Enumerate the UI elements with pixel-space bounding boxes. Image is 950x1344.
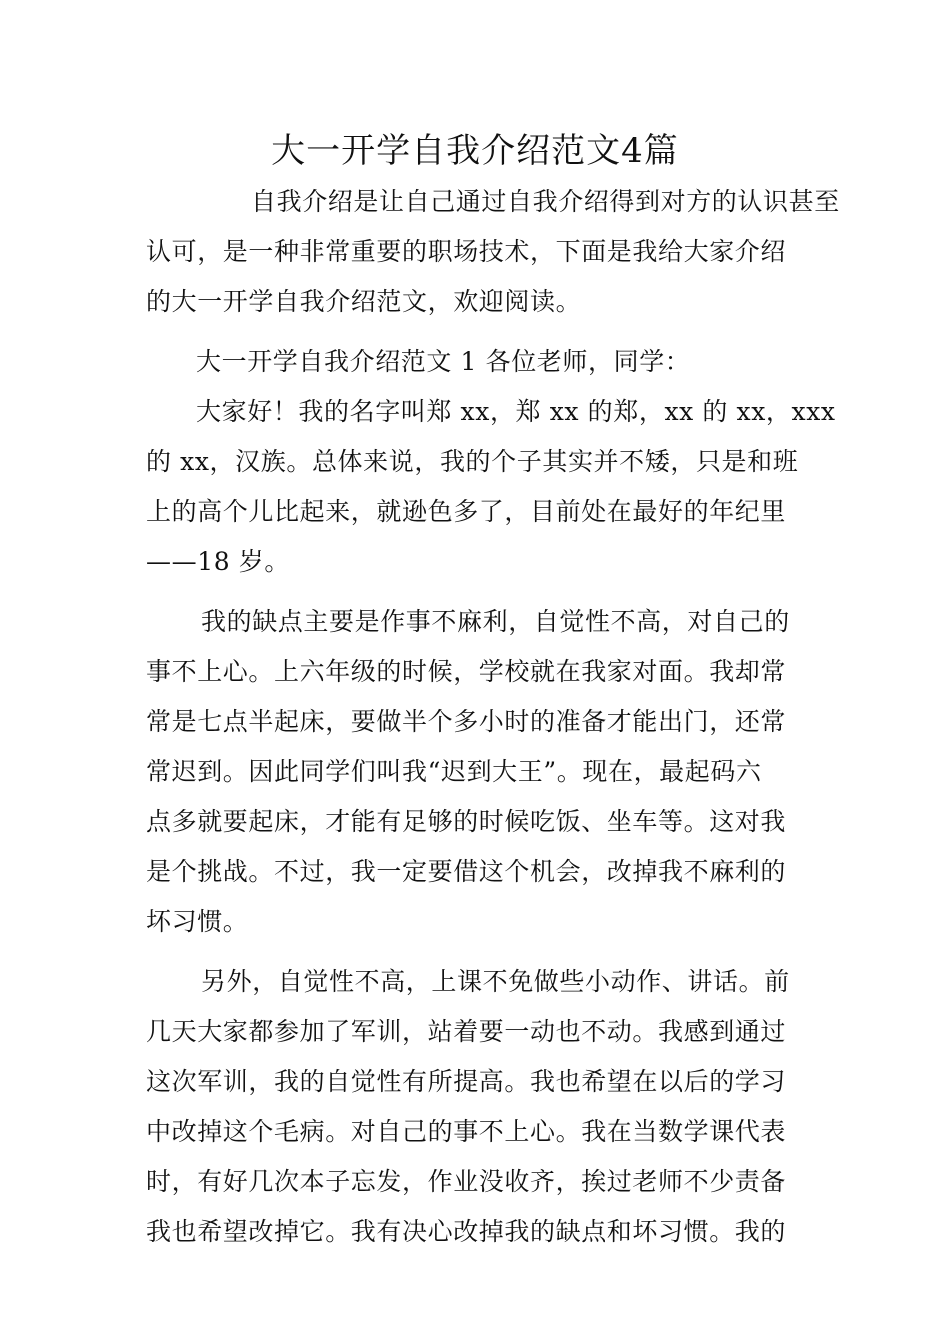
- text-line: 这次军训，我的自觉性有所提高。我也希望在以后的学习: [146, 1067, 787, 1096]
- document-title: 大一开学自我介绍范文4篇: [271, 131, 679, 171]
- text-line: 几天大家都参加了军训，站着要一动也不动。我感到通过: [146, 1017, 787, 1046]
- text-line: 常是七点半起床，要做半个多小时的准备才能出门，还常: [146, 707, 787, 736]
- text-line: 上的高个儿比起来，就逊色多了，目前处在最好的年纪里: [146, 497, 787, 526]
- text-line: 大家好！我的名字叫郑 xx，郑 xx 的郑，xx 的 xx，xxx: [196, 397, 836, 426]
- text-line: 的大一开学自我介绍范文，欢迎阅读。: [146, 287, 582, 316]
- text-line: 的 xx，汉族。总体来说，我的个子其实并不矮，只是和班: [146, 447, 799, 476]
- text-line: 事不上心。上六年级的时候，学校就在我家对面。我却常: [146, 657, 787, 686]
- text-line: 是个挑战。不过，我一定要借这个机会，改掉我不麻利的: [146, 857, 787, 886]
- text-line: 我的缺点主要是作事不麻利，自觉性不高，对自己的: [201, 607, 790, 636]
- text-line: 大一开学自我介绍范文 1 各位老师，同学：: [196, 347, 691, 376]
- text-line: ——18 岁。: [146, 547, 290, 576]
- paragraph-intro: [146, 177, 840, 327]
- paragraph-greeting: [146, 337, 806, 387]
- text-line: 认可，是一种非常重要的职场技术，下面是我给大家介绍: [146, 237, 787, 266]
- text-line: 中改掉这个毛病。对自己的事不上心。我在当数学课代表: [146, 1117, 787, 1146]
- text-line: 常迟到。因此同学们叫我“迟到大王”。现在，最起码六: [146, 757, 762, 786]
- text-line: 点多就要起床，才能有足够的时候吃饭、坐车等。这对我: [146, 807, 787, 836]
- text-line: 我也希望改掉它。我有决心改掉我的缺点和坏习惯。我的: [146, 1217, 787, 1246]
- paragraph-self-discipline: [146, 957, 806, 1257]
- text-line: 自我介绍是让自己通过自我介绍得到对方的认识甚至: [251, 187, 840, 216]
- text-line: 另外，自觉性不高，上课不免做些小动作、讲话。前: [201, 967, 790, 996]
- text-line: 坏习惯。: [146, 907, 249, 936]
- text-line: 时，有好几次本子忘发，作业没收齐，挨过老师不少责备: [146, 1167, 787, 1196]
- document-body: [146, 177, 840, 1257]
- paragraph-shortcomings: [146, 597, 806, 947]
- paragraph-name: [146, 387, 836, 587]
